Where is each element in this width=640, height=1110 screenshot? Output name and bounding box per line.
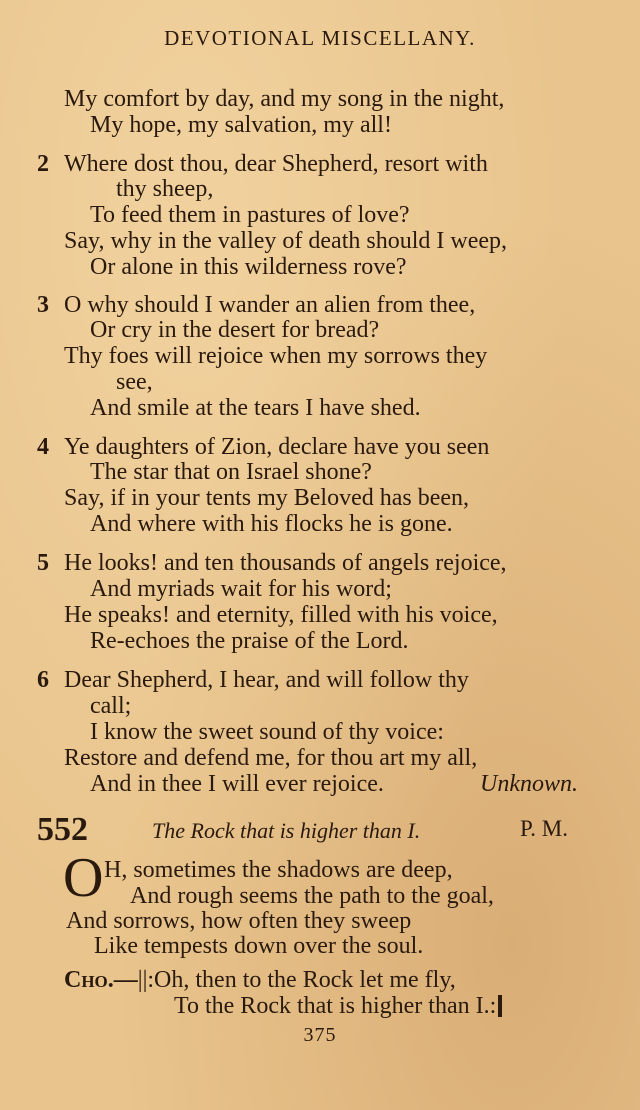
stanza-number: 4 xyxy=(37,434,49,460)
stanza-number: 3 xyxy=(37,292,49,318)
verse-line: thy sheep, xyxy=(116,176,214,202)
chorus-line xyxy=(174,993,502,1019)
hymn-number: 552 xyxy=(37,811,88,848)
verse-line: My comfort by day, and my song in the night, xyxy=(64,86,505,112)
running-header: DEVOTIONAL MISCELLANY. xyxy=(164,26,476,50)
stanza-number: 6 xyxy=(37,667,49,693)
verse-line: Or cry in the desert for bread? xyxy=(90,317,380,343)
verse-line: Thy foes will rejoice when my sorrows they xyxy=(64,343,488,369)
stanza-number: 2 xyxy=(37,151,49,177)
chorus-text: ||:Oh, then to the Rock let me fly, xyxy=(137,967,456,993)
verse-line: My hope, my salvation, my all! xyxy=(90,112,392,138)
verse-line: And sorrows, how often they sweep xyxy=(66,908,412,934)
page-number: 375 xyxy=(303,1024,337,1046)
verse-line: Ye daughters of Zion, declare have you seen xyxy=(64,434,490,460)
verse-line: Say, if in your tents my Beloved has been, xyxy=(64,485,470,511)
verse-line: O why should I wander an alien from thee, xyxy=(64,292,476,318)
verse-line: Dear Shepherd, I hear, and will follow thy xyxy=(64,667,469,693)
repeat-sign-icon xyxy=(498,995,502,1017)
verse-line: To feed them in pastures of love? xyxy=(90,202,410,228)
stanza-number: 5 xyxy=(37,550,49,576)
hymn-title: The Rock that is higher than I. xyxy=(152,818,421,843)
verse-line: I know the sweet sound of thy voice: xyxy=(90,719,444,745)
verse-line: call; xyxy=(90,693,132,719)
chorus-text: To the Rock that is higher than I.: xyxy=(174,993,497,1019)
verse-line: And in thee I will ever rejoice. xyxy=(90,771,384,797)
drop-cap: O xyxy=(63,847,104,909)
verse-line: Restore and defend me, for thou art my all, xyxy=(64,745,478,771)
verse-line: He speaks! and eternity, filled with his voice, xyxy=(64,602,498,628)
verse-line: The star that on Israel shone? xyxy=(90,459,372,485)
hymn-meter: P. M. xyxy=(520,816,568,841)
verse-line: He looks! and ten thousands of angels rejoice, xyxy=(64,550,507,576)
verse-line: Where dost thou, dear Shepherd, resort with xyxy=(64,151,488,177)
verse-line: Or alone in this wilderness rove? xyxy=(90,254,407,280)
verse-line: H, sometimes the shadows are deep, xyxy=(104,857,453,883)
verse-line: And myriads wait for his word; xyxy=(90,576,392,602)
verse-line: And where with his flocks he is gone. xyxy=(90,511,453,537)
author-credit: Unknown. xyxy=(480,771,578,797)
chorus-label: Cho.— xyxy=(64,967,138,993)
chorus-line xyxy=(64,967,456,993)
verse-line: see, xyxy=(116,369,153,395)
verse-line: Re-echoes the praise of the Lord. xyxy=(90,628,409,654)
verse-line: Like tempests down over the soul. xyxy=(94,933,424,959)
verse-line: And smile at the tears I have shed. xyxy=(90,395,421,421)
verse-line: And rough seems the path to the goal, xyxy=(130,883,494,909)
verse-line: Say, why in the valley of death should I weep, xyxy=(64,228,508,254)
